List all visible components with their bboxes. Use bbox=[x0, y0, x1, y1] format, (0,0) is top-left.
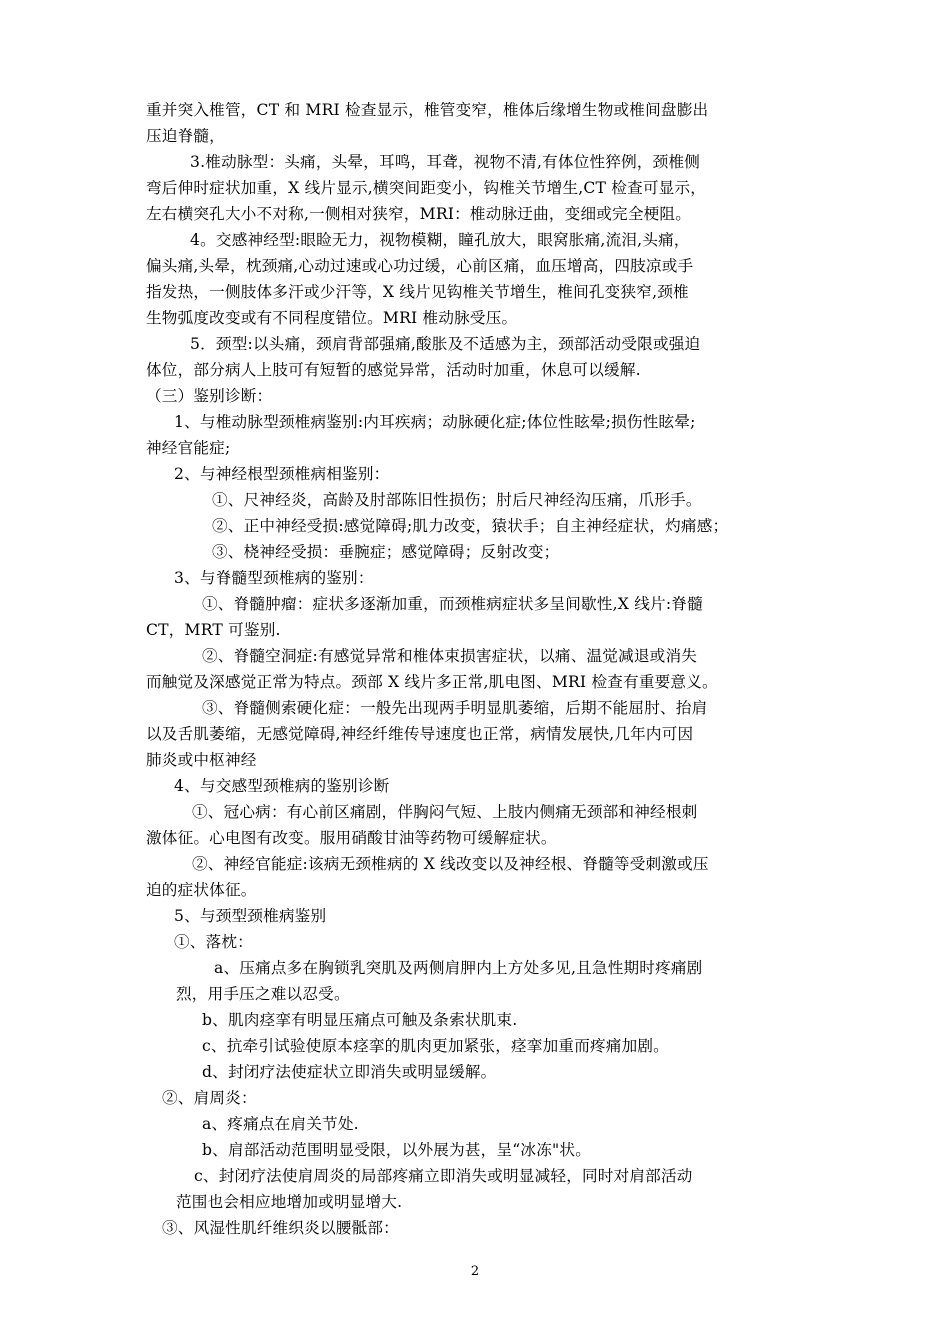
page-number: 2 bbox=[470, 1264, 480, 1279]
text-line: 压迫脊髓， bbox=[146, 127, 225, 145]
text-line: c、抗牵引试验使原本痉挛的肌肉更加紧张，痉挛加重而疼痛加剧。 bbox=[202, 1037, 669, 1055]
text-line: 1、与椎动脉型颈椎病鉴别:内耳疾病；动脉硬化症;体位性眩晕;损伤性眩晕; bbox=[174, 413, 696, 431]
text-line: 3、与脊髓型颈椎病的鉴别： bbox=[174, 569, 374, 587]
text-line: 4。交感神经型:眼睑无力，视物模糊，瞳孔放大，眼窝胀痛,流泪,头痛， bbox=[190, 231, 690, 249]
text-line: c、封闭疗法使肩周炎的局部疼痛立即消失或明显减轻，同时对肩部活动 bbox=[194, 1167, 693, 1185]
text-line: ①、冠心病：有心前区痛剧，伴胸闷气短、上肢内侧痛无颈部和神经根刺 bbox=[192, 803, 698, 821]
text-line: 偏头痛,头晕，枕颈痛,心动过速或心功过缓，心前区痛，血压增高，四肢凉或手 bbox=[146, 257, 694, 275]
text-line: 5．颈型:以头痛，颈肩背部强痛,酸胀及不适感为主，颈部活动受限或强迫 bbox=[190, 335, 701, 353]
section-heading: （三）鉴别诊断： bbox=[146, 387, 273, 405]
text-line: a、疼痛点在肩关节处. bbox=[202, 1115, 359, 1133]
text-line: ①、脊髓肿瘤：症状多逐渐加重，而颈椎病症状多呈间歇性,X 线片:脊髓 bbox=[202, 595, 703, 613]
text-line: ②、肩周炎： bbox=[162, 1089, 257, 1107]
text-line: CT，MRT 可鉴别. bbox=[146, 621, 281, 639]
text-line: 体位，部分病人上肢可有短暂的感觉异常，活动时加重，休息可以缓解. bbox=[146, 361, 641, 379]
text-line: a、压痛点多在胸锁乳突肌及两侧肩胛内上方处多见,且急性期时疼痛剧 bbox=[214, 959, 703, 977]
text-line: ③、风湿性肌纤维织炎以腰骶部： bbox=[162, 1219, 399, 1237]
text-line: 重并突入椎管，CT 和 MRI 检查显示，椎管变窄，椎体后缘增生物或椎间盘膨出 bbox=[146, 101, 709, 119]
text-line: ②、脊髓空洞症:有感觉异常和椎体束损害症状，以痛、温觉减退或消失 bbox=[202, 647, 698, 665]
text-line: 范围也会相应地增加或明显增大. bbox=[176, 1193, 403, 1211]
text-line: ①、尺神经炎，高龄及肘部陈旧性损伤；肘后尺神经沟压痛，爪形手。 bbox=[212, 491, 702, 509]
text-line: ②、神经官能症:该病无颈椎病的 X 线改变以及神经根、脊髓等受刺激或压 bbox=[192, 855, 709, 873]
text-line: ③、脊髓侧索硬化症：一般先出现两手明显肌萎缩，后期不能屈肘、抬肩 bbox=[202, 699, 708, 717]
text-line: 肺炎或中枢神经 bbox=[146, 751, 257, 769]
text-line: 左右横突孔大小不对称,一侧相对狭窄，MRI：椎动脉迂曲，变细或完全梗阻。 bbox=[146, 205, 692, 223]
text-line: ③、桡神经受损：垂腕症；感觉障碍；反射改变； bbox=[212, 543, 560, 561]
text-line: 指发热，一侧肢体多汗或少汗等，X 线片见钩椎关节增生，椎间孔变狭窄,颈椎 bbox=[146, 283, 689, 301]
text-line: b、肌肉痉挛有明显压痛点可触及条索状肌束. bbox=[202, 1011, 518, 1029]
text-line: 弯后伸时症状加重，X 线片显示,横突间距变小，钩椎关节增生,CT 检查可显示， bbox=[146, 179, 707, 197]
text-line: ①、落枕： bbox=[174, 933, 253, 951]
text-line: ②、正中神经受损:感觉障碍;肌力改变，猿状手；自主神经症状，灼痛感； bbox=[212, 517, 729, 535]
text-line: 生物弧度改变或有不同程度错位。MRI 椎动脉受压。 bbox=[146, 309, 518, 327]
text-line: 烈，用手压之难以忍受。 bbox=[176, 985, 350, 1003]
text-line: 4、与交感型颈椎病的鉴别诊断 bbox=[174, 777, 390, 795]
text-line: b、肩部活动范围明显受限，以外展为甚，呈“冰冻"状。 bbox=[202, 1141, 591, 1159]
text-line: 神经官能症; bbox=[146, 439, 231, 457]
text-line: 5、与颈型颈椎病鉴别 bbox=[174, 907, 327, 925]
text-line: 激体征。心电图有改变。服用硝酸甘油等药物可缓解症状。 bbox=[146, 829, 557, 847]
text-line: 迫的症状体征。 bbox=[146, 881, 257, 899]
text-line: 3.椎动脉型：头痛，头晕，耳鸣，耳聋，视物不清,有体位性猝例，颈椎侧 bbox=[190, 153, 701, 171]
text-line: 而触觉及深感觉正常为特点。颈部 X 线片多正常,肌电图、MRI 检查有重要意义。 bbox=[146, 673, 718, 691]
text-line: d、封闭疗法使症状立即消失或明显缓解。 bbox=[202, 1063, 497, 1081]
text-line: 2、与神经根型颈椎病相鉴别： bbox=[174, 465, 390, 483]
text-line: 以及舌肌萎缩，无感觉障碍,神经纤维传导速度也正常，病情发展快,几年内可因 bbox=[146, 725, 694, 743]
